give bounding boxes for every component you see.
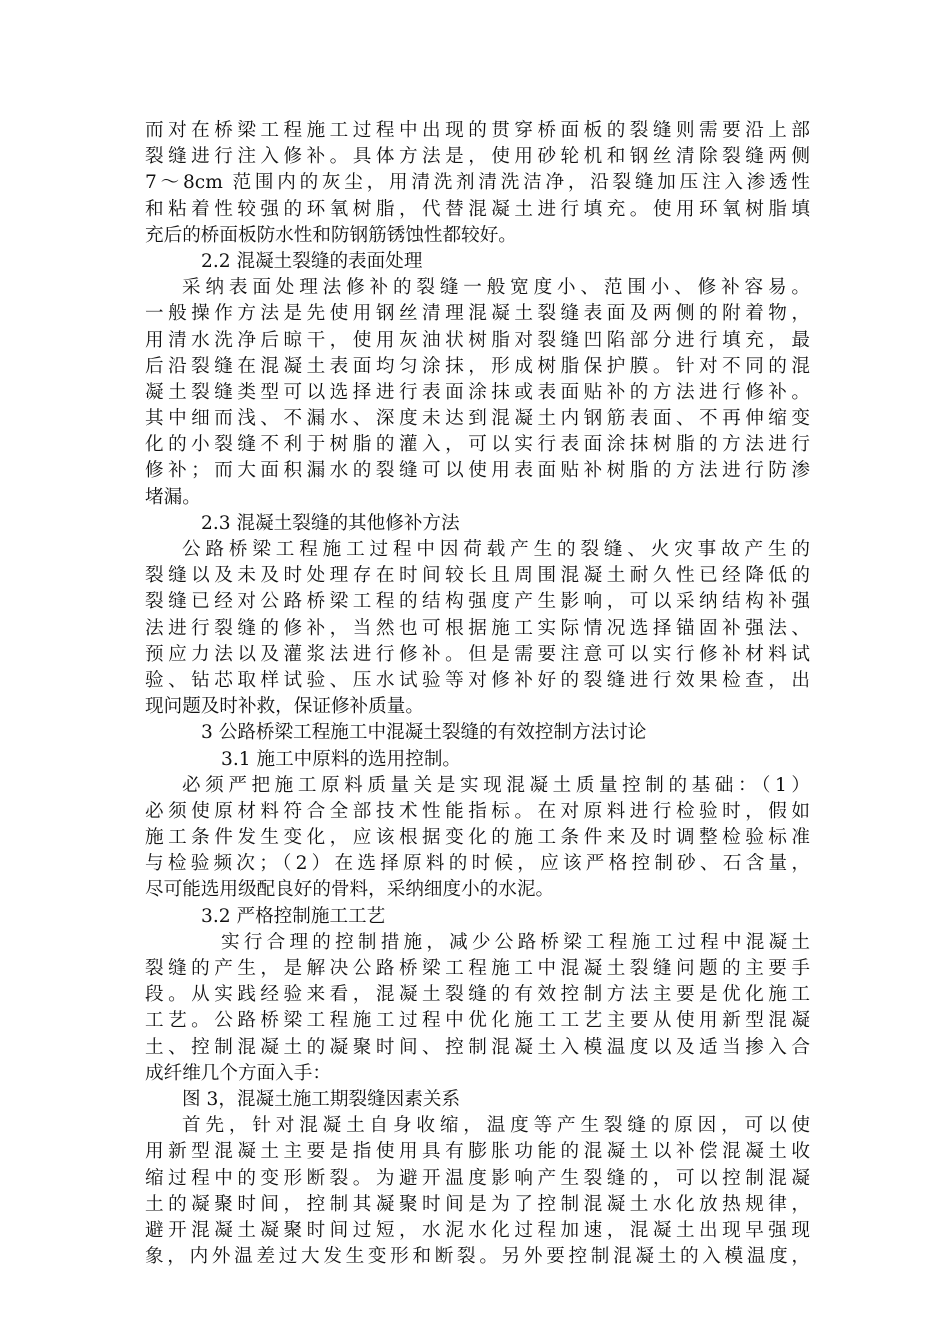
text-line: 凝土裂缝类型可以选择进行表面涂抹或表面贴补的方法进行修补。 — [145, 381, 810, 403]
text-line: 而对在桥梁工程施工过程中出现的贯穿桥面板的裂缝则需要沿上部 — [145, 120, 810, 141]
text-line: 裂缝以及未及时处理存在时间较长且周围混凝土耐久性已经降低的 — [145, 565, 810, 587]
text-line: 土、控制混凝土的凝聚时间、控制混凝土入模温度以及适当掺入合 — [145, 1036, 810, 1058]
text-line: 用新型混凝土主要是指使用具有膨胀功能的混凝土以补偿混凝土收 — [145, 1141, 810, 1163]
text-line: 象，内外温差过大发生变形和断裂。另外要控制混凝土的入模温度， — [145, 1246, 810, 1268]
text-line: 必须使原材料符合全部技术性能指标。在对原料进行检验时，假如 — [145, 800, 810, 822]
text-line: 修补；而大面积漏水的裂缝可以使用表面贴补树脂的方法进行防渗 — [145, 460, 810, 482]
section-heading-2-2: 2.2 混凝土裂缝的表面处理 — [201, 250, 423, 272]
text-line: 缩过程中的变形断裂。为避开温度影响产生裂缝的，可以控制混凝 — [145, 1167, 810, 1189]
paragraph-raw-materials — [145, 773, 810, 904]
section-heading-3-1: 3.1 施工中原料的选用控制。 — [221, 748, 462, 770]
figure-caption: 图 3，混凝土施工期裂缝因素关系 — [182, 1088, 461, 1110]
text-line: 现问题及时补救，保证修补质量。 — [145, 696, 424, 718]
text-line: 实行合理的控制措施，减少公路桥梁工程施工过程中混凝土 — [221, 931, 810, 953]
text-line: 裂缝的产生，是解决公路桥梁工程施工中混凝土裂缝问题的主要手 — [145, 958, 810, 979]
section-heading-2-3: 2.3 混凝土裂缝的其他修补方法 — [201, 512, 460, 534]
text-line: 公路桥梁工程施工过程中因荷载产生的裂缝、火灾事故产生的 — [182, 539, 810, 560]
section-heading-3: 3 公路桥梁工程施工中混凝土裂缝的有效控制方法讨论 — [201, 722, 647, 744]
text-line: 避开混凝土凝聚时间过短，水泥水化过程加速，混凝土出现早强现 — [145, 1219, 810, 1241]
paragraph-new-concrete — [145, 1113, 810, 1270]
text-line: 土的凝聚时间，控制其凝聚时间是为了控制混凝土水化放热规律， — [145, 1193, 810, 1215]
text-line: 首先，针对混凝土自身收缩，温度等产生裂缝的原因，可以使 — [182, 1115, 810, 1137]
text-line: 其中细而浅、不漏水、深度未达到混凝土内钢筋表面、不再伸缩变 — [145, 408, 810, 430]
text-line: 工艺。公路桥梁工程施工过程中优化施工工艺主要从使用新型混凝 — [145, 1010, 810, 1032]
text-line: 施工条件发生变化，应该根据变化的施工条件来及时调整检验标准 — [145, 827, 810, 849]
paragraph-construction-process — [145, 930, 810, 1087]
text-line: 预应力法以及灌浆法进行修补。但是需要注意可以实行修补材料试 — [145, 643, 810, 665]
section-heading-3-2: 3.2 严格控制施工工艺 — [201, 905, 386, 927]
document-page — [145, 118, 810, 1270]
paragraph-other-repair-methods — [145, 537, 810, 720]
text-line: 验、钻芯取样试验、压水试验等对修补好的裂缝进行效果检查，出 — [145, 669, 810, 691]
text-line: 和粘着性较强的环氧树脂，代替混凝土进行填充。使用环氧树脂填 — [145, 198, 810, 220]
text-line: 裂缝进行注入修补。具体方法是，使用砂轮机和钢丝清除裂缝两侧 — [145, 146, 810, 168]
text-line: 与检验频次；（2）在选择原料的时候，应该严格控制砂、石含量， — [145, 853, 810, 875]
text-line: 充后的桥面板防水性和防钢筋锈蚀性都较好。 — [145, 224, 517, 246]
text-line: 段。从实践经验来看，混凝土裂缝的有效控制方法主要是优化施工 — [145, 984, 810, 1006]
text-line: 化的小裂缝不利于树脂的灌入，可以实行表面涂抹树脂的方法进行 — [145, 434, 810, 456]
text-line: 用清水洗净后晾干，使用灰油状树脂对裂缝凹陷部分进行填充，最 — [145, 329, 810, 351]
text-line: 采纳表面处理法修补的裂缝一般宽度小、范围小、修补容易。 — [182, 277, 810, 299]
text-line: 后沿裂缝在混凝土表面均匀涂抹，形成树脂保护膜。针对不同的混 — [145, 355, 810, 377]
paragraph-surface-treatment — [145, 275, 810, 511]
text-line: 堵漏。 — [145, 486, 201, 508]
text-line: 成纤维几个方面入手： — [145, 1062, 331, 1084]
text-line: 尽可能选用级配良好的骨料，采纳细度小的水泥。 — [145, 879, 555, 901]
text-line: 裂缝已经对公路桥梁工程的结构强度产生影响，可以采纳结构补强 — [145, 591, 810, 613]
text-line: 一般操作方法是先使用钢丝清理混凝土裂缝表面及两侧的附着物， — [145, 303, 810, 325]
text-line: 7～8cm 范围内的灰尘，用清洗剂清洗洁净，沿裂缝加压注入渗透性 — [145, 172, 810, 194]
paragraph-crack-injection — [145, 118, 810, 249]
text-line: 必须严把施工原料质量关是实现混凝土质量控制的基础：（1） — [182, 774, 810, 796]
text-line: 法进行裂缝的修补，当然也可根据施工实际情况选择锚固补强法、 — [145, 617, 810, 639]
